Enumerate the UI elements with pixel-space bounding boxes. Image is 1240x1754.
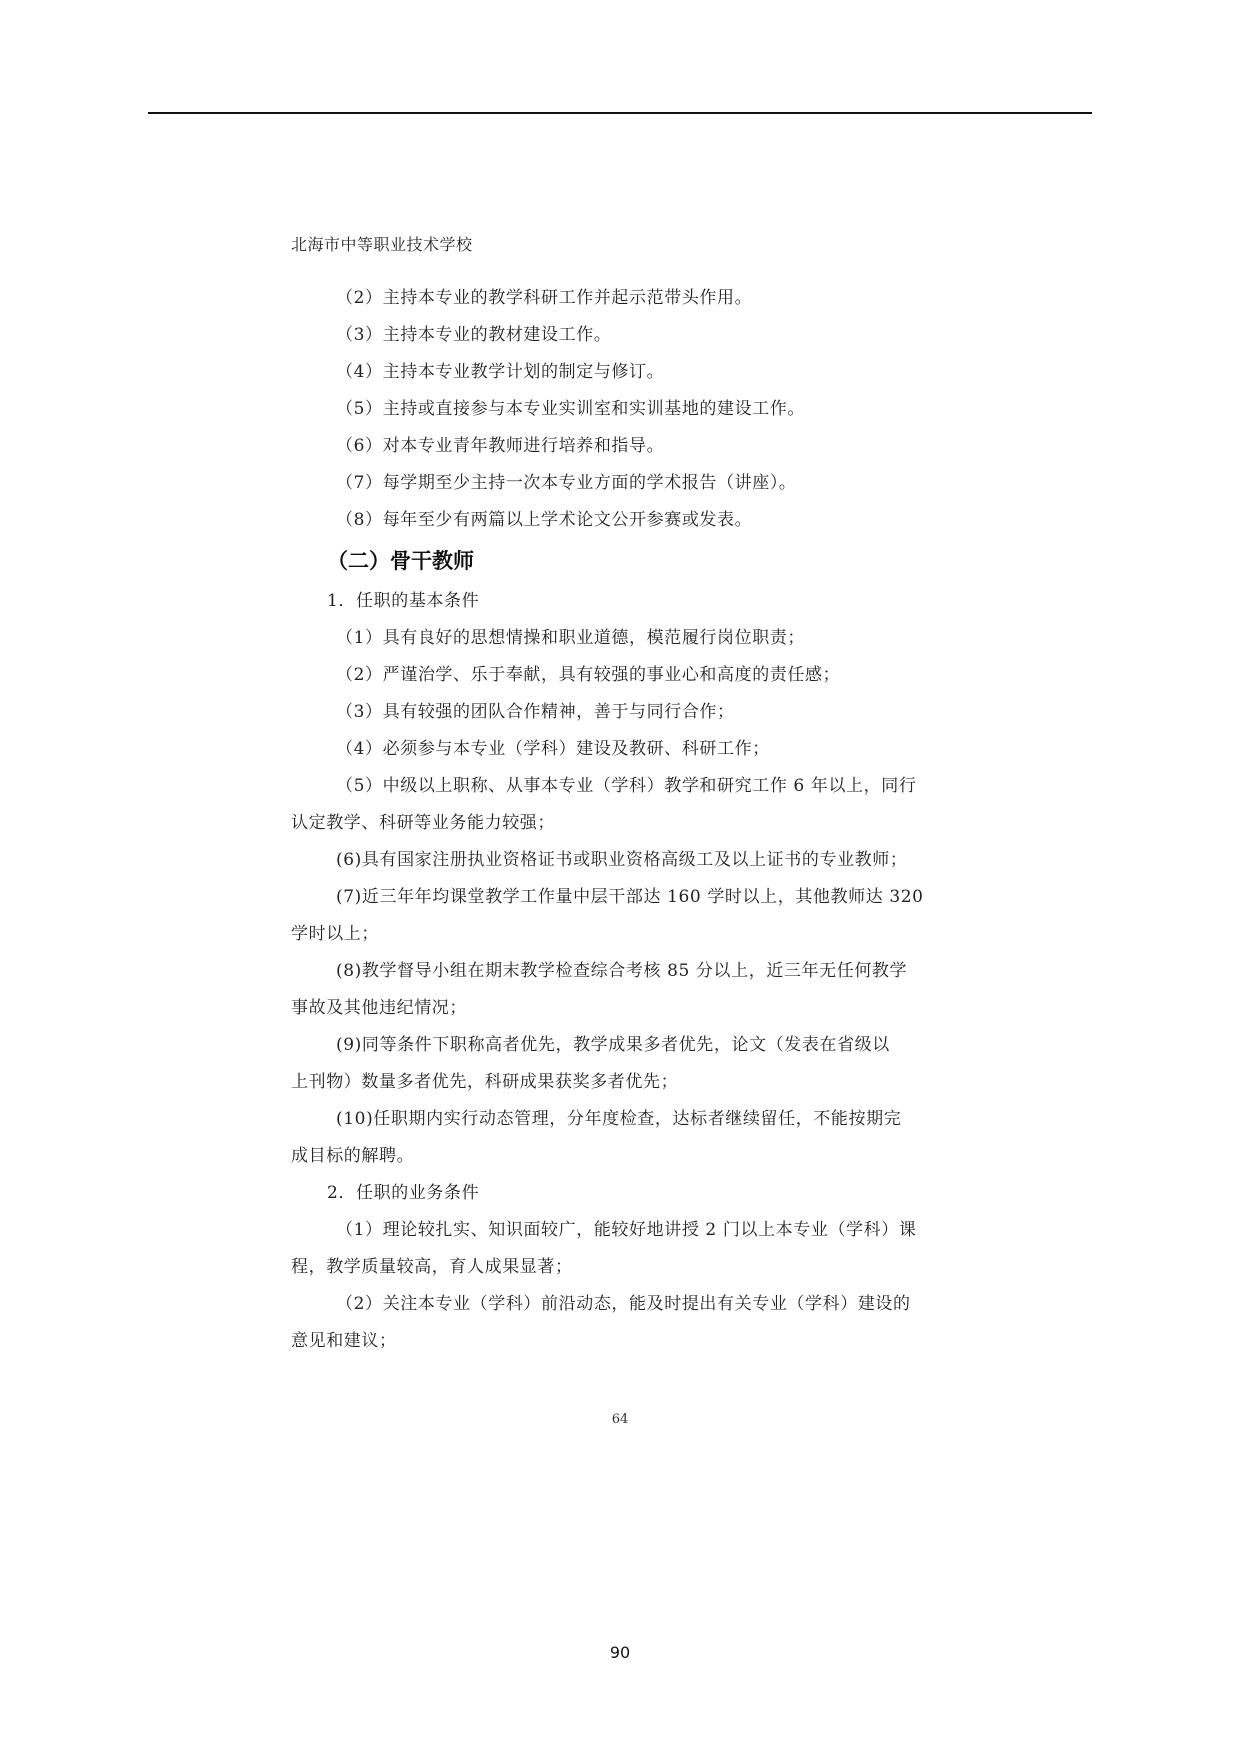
subsection-title: 2．任职的业务条件 (327, 1183, 480, 1203)
condition-line: （1）具有良好的思想情操和职业道德，模范履行岗位职责； (336, 628, 806, 648)
business-condition-line-continued: 意见和建议； (291, 1331, 397, 1351)
section1-item: （4）主持本专业教学计划的制定与修订。 (336, 362, 665, 382)
section1-item: （7）每学期至少主持一次本专业方面的学术报告（讲座）。 (336, 473, 797, 493)
condition-line: （4）必须参与本专业（学科）建设及教研、科研工作； (336, 739, 770, 759)
business-condition-line: （2）关注本专业（学科）前沿动态，能及时提出有关专业（学科）建设的 (336, 1294, 911, 1314)
condition-line: (7)近三年年均课堂教学工作量中层干部达 160 学时以上，其他教师达 320 (336, 887, 924, 907)
condition-line: (9)同等条件下职称高者优先，教学成果多者优先，论文（发表在省级以 (336, 1035, 890, 1055)
condition-line: (10)任职期内实行动态管理，分年度检查，达标者继续留任，不能按期完 (336, 1109, 902, 1129)
document-body (291, 280, 956, 1360)
condition-line-continued: 认定教学、科研等业务能力较强； (291, 813, 555, 833)
header-rule (148, 112, 1092, 114)
condition-line: (6)具有国家注册执业资格证书或职业资格高级工及以上证书的专业教师； (336, 850, 908, 870)
school-name-header: 北海市中等职业技术学校 (291, 235, 473, 254)
condition-line: (8)教学督导小组在期末教学检查综合考核 85 分以上，近三年无任何教学 (336, 961, 908, 981)
business-condition-line: （1）理论较扎实、知识面较广，能较好地讲授 2 门以上本专业（学科）课 (336, 1220, 917, 1240)
section1-item: （8）每年至少有两篇以上学术论文公开参赛或发表。 (336, 510, 753, 530)
condition-line-continued: 事故及其他违纪情况； (291, 998, 467, 1018)
condition-line: （5）中级以上职称、从事本专业（学科）教学和研究工作 6 年以上，同行 (336, 776, 917, 796)
condition-line-continued: 学时以上； (291, 924, 379, 944)
section1-item: （5）主持或直接参与本专业实训室和实训基地的建设工作。 (336, 399, 806, 419)
section1-item: （2）主持本专业的教学科研工作并起示范带头作用。 (336, 288, 753, 308)
condition-line: （3）具有较强的团队合作精神，善于与同行合作； (336, 702, 735, 722)
outer-page-number: 90 (609, 1643, 631, 1662)
condition-line-continued: 上刊物）数量多者优先，科研成果获奖多者优先； (291, 1072, 679, 1092)
condition-line: （2）严谨治学、乐于奉献，具有较强的事业心和高度的责任感； (336, 665, 841, 685)
condition-line-continued: 成目标的解聘。 (291, 1146, 415, 1166)
subsection-title: 1．任职的基本条件 (327, 591, 480, 611)
section1-item: （6）对本专业青年教师进行培养和指导。 (336, 436, 665, 456)
inner-page-number: 64 (611, 1412, 629, 1427)
section1-item: （3）主持本专业的教材建设工作。 (336, 325, 612, 345)
business-condition-line-continued: 程，教学质量较高，育人成果显著； (291, 1257, 573, 1277)
section-heading: （二）骨干教师 (327, 549, 474, 573)
